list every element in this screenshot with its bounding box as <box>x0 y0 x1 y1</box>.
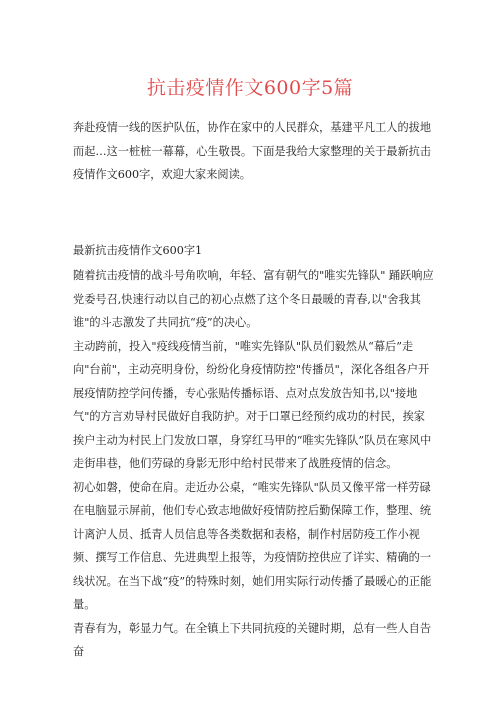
paragraph-2: 主动跨前，投入"疫线疫情当前，"唯实先锋队"队员们毅然从“幕后”走向"台前"，主动亮明身份，纷纷化身疫情防控"传播员"，深化各组各户开展疫情防控学问传播，专心张贴传播标语、点对点发放告知书,以"接地气"的方言劝导村民做好自我防护。对于口罩已经预约成功的村民，挨家挨户主动为村民上门发放口罩，身穿红马甲的“唯实先锋队”队员在寒风中走街串巷，他们劳碌的身影无形中给村民带来了战胜疫情的信念。 <box>73 339 432 470</box>
paragraph-4: 青春有为，彰显力气。在全镇上下共同抗疫的关键时期，总有一些人自告奋 <box>73 621 432 658</box>
intro-text: 奔赴疫情一线的医护队伍，协作在家中的人民群众，基建平凡工人的拔地而起…这一桩桩一幕幕，心生敬畏。下面是我给大家整理的关于最新抗击疫情作文600字，欢迎大家来阅读。 <box>73 121 432 181</box>
article-body <box>73 264 435 664</box>
paragraph-3: 初心如磐，使命在肩。走近办公桌，“唯实先锋队"队员又像平常一样劳碌在电脑显示屏前，他们专心致志地做好疫情防控后勤保障工作，整理、统计离沪人员、抵青人员信息等各类数据和表格，制作村居防疫工作小视频、撰写工作信息、先进典型上报等，为疫情防控供应了详实、精确的一线状况。在当下战“疫”的特殊时刻，她们用实际行动传播了最暖心的正能量。 <box>73 480 432 611</box>
paragraph-1: 随着抗击疫情的战斗号角吹响，年轻、富有朝气的"唯实先锋队" 踊跃响应党委号召,快速行动以自己的初心点燃了这个冬日最暖的青春,以"舍我其谁"的斗志激发了共同抗“疫”的决心。 <box>73 269 434 329</box>
section-heading: 最新抗击疫情作文600字1 <box>73 244 203 257</box>
document-title: 抗击疫情作文600字5篇 <box>146 77 354 99</box>
intro-paragraph <box>73 116 435 187</box>
